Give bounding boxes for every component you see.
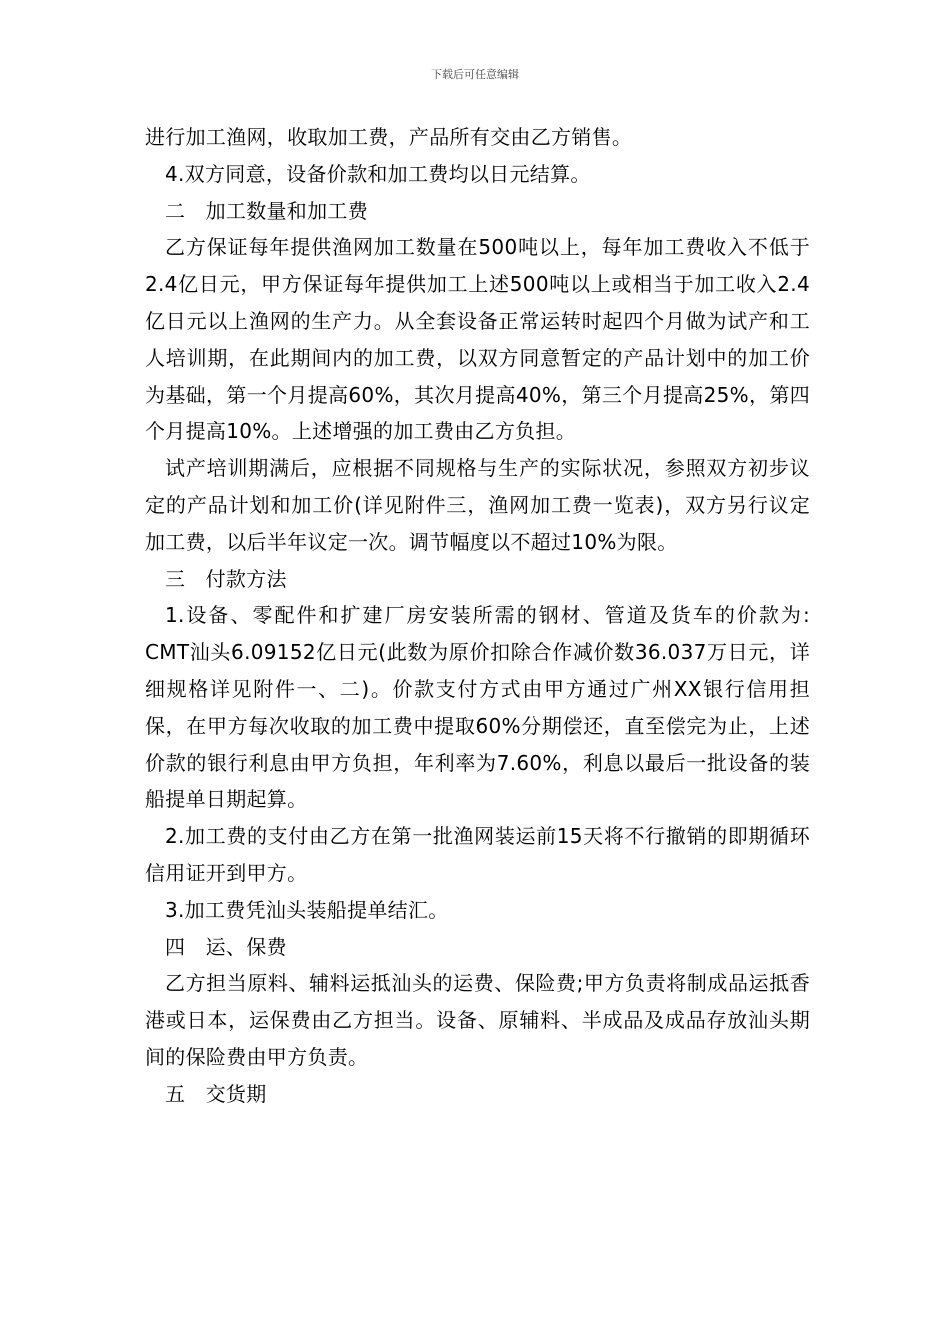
clause-3-2: 2.加工费的支付由乙方在第一批渔网装运前15天将不行撤销的即期循环信用证开到甲方。 [145, 824, 810, 885]
document-body [145, 119, 810, 1113]
clause-1-4: 4.双方同意，设备价款和加工费均以日元结算。 [165, 161, 591, 186]
section-heading-2: 二 加工数量和加工费 [165, 198, 368, 223]
paragraph-continuation: 进行加工渔网，收取加工费，产品所有交由乙方销售。 [145, 125, 633, 149]
clause-3-1: 1.设备、零配件和扩建厂房安装所需的钢材、管道及货车的价款为: CMT汕头6.09152亿日元(此数为原价扣除合作减价数36.037万日元，详细规格详见附件一、二)。价款支付方式由甲方通过广州XX银行信用担保，在甲方每次收取的加工费中提取60%分期偿还，直至偿完为止，上述价款的银行利息由甲方负担，年利率为7.60%，利息以最后一批设备的装船提单日期起算。 [145, 603, 810, 812]
section-heading-4: 四 运、保费 [165, 934, 287, 959]
paragraph-freight: 乙方担当原料、辅料运抵汕头的运费、保险费;甲方负责将制成品运抵香港或日本，运保费由乙方担当。设备、原辅料、半成品及成品存放汕头期间的保险费由甲方负责。 [145, 971, 810, 1069]
paragraph-trial: 试产培训期满后，应根据不同规格与生产的实际状况，参照双方初步议定的产品计划和加工价(详见附件三，渔网加工费一览表)，双方另行议定加工费，以后半年议定一次。调节幅度以不超过10%为限。 [145, 456, 810, 554]
section-heading-5: 五 交货期 [165, 1081, 267, 1106]
clause-3-3: 3.加工费凭汕头装船提单结汇。 [165, 897, 449, 922]
page-header: 下载后可任意编辑 [431, 68, 519, 81]
paragraph-quantity: 乙方保证每年提供渔网加工数量在500吨以上，每年加工费收入不低于2.4亿日元，甲方保证每年提供加工上述500吨以上或相当于加工收入2.4亿日元以上渔网的生产力。从全套设备正常运转时起四个月做为试产和工人培训期，在此期间内的加工费，以双方同意暂定的产品计划中的加工价为基础，第一个月提高60%，其次月提高40%，第三个月提高25%，第四个月提高10%。上述增强的加工费由乙方负担。 [145, 235, 810, 444]
section-heading-3: 三 付款方法 [165, 566, 287, 591]
